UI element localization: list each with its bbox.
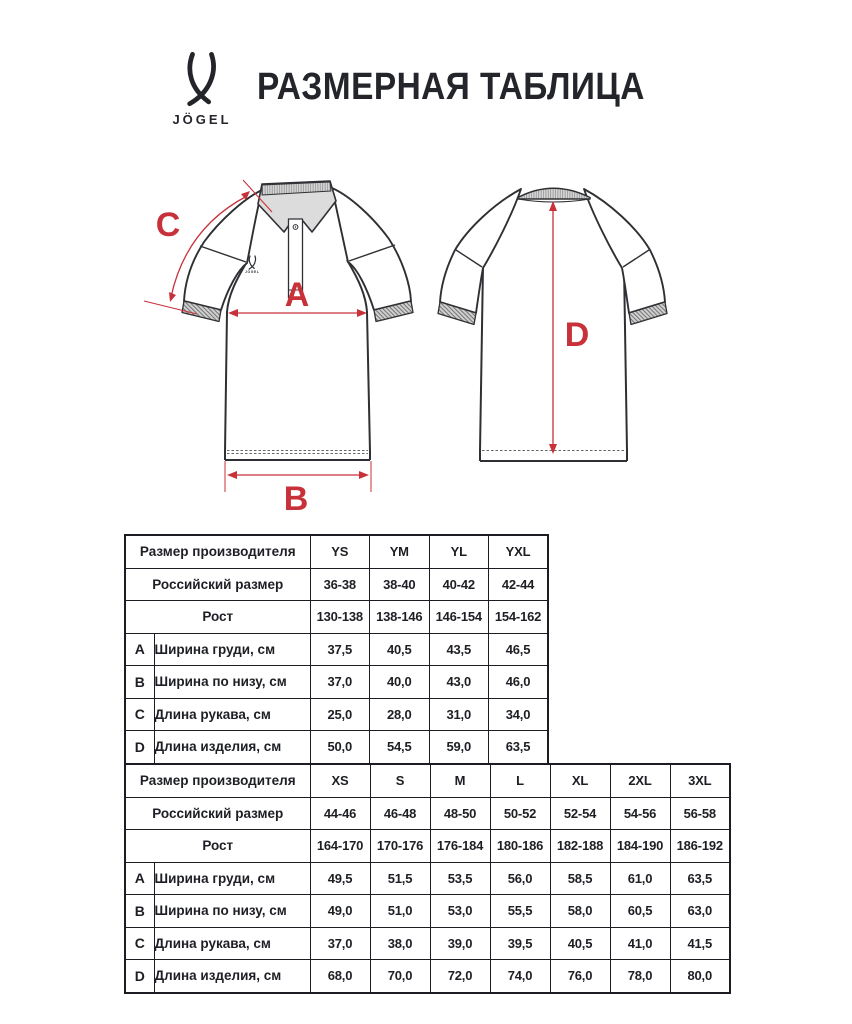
header-label: Российский размер — [125, 568, 310, 601]
measure-value: 43,5 — [429, 633, 489, 666]
measure-key: B — [125, 666, 154, 699]
measure-row-a — [125, 633, 548, 666]
measure-value: 50,0 — [310, 731, 370, 764]
measure-value: 53,0 — [430, 895, 490, 928]
header-row — [125, 830, 730, 863]
measure-value: 63,5 — [670, 862, 730, 895]
measure-value: 51,0 — [370, 895, 430, 928]
measure-value: 39,5 — [490, 927, 550, 960]
measure-label-c: C — [155, 206, 181, 244]
header-value: 48-50 — [430, 797, 490, 830]
measure-key: A — [125, 862, 154, 895]
measure-name: Ширина груди, см — [154, 633, 310, 666]
measure-value: 54,5 — [370, 731, 430, 764]
measure-key: C — [125, 927, 154, 960]
measure-value: 49,0 — [310, 895, 370, 928]
header-value: 38-40 — [370, 568, 430, 601]
header-value: 2XL — [610, 764, 670, 797]
header-label: Рост — [125, 601, 310, 634]
measure-value: 63,0 — [670, 895, 730, 928]
measure-value: 59,0 — [429, 731, 489, 764]
header-value: 56-58 — [670, 797, 730, 830]
header-value: 54-56 — [610, 797, 670, 830]
measure-key: B — [125, 895, 154, 928]
measure-value: 53,5 — [430, 862, 490, 895]
measure-value: 41,5 — [670, 927, 730, 960]
header-value: 130-138 — [310, 601, 370, 634]
measure-key: C — [125, 698, 154, 731]
measure-value: 37,5 — [310, 633, 370, 666]
back-collar — [518, 188, 590, 199]
measure-value: 28,0 — [370, 698, 430, 731]
header-value: 42-44 — [489, 568, 549, 601]
header-value: 36-38 — [310, 568, 370, 601]
measure-value: 63,5 — [489, 731, 549, 764]
measure-row-c — [125, 698, 548, 731]
measure-name: Ширина груди, см — [154, 862, 310, 895]
page-title: РАЗМЕРНАЯ ТАБЛИЦА — [257, 66, 645, 108]
header-value: L — [490, 764, 550, 797]
measure-value: 38,0 — [370, 927, 430, 960]
header-value: 154-162 — [489, 601, 549, 634]
header-row — [125, 601, 548, 634]
measure-key: D — [125, 731, 154, 764]
header-value: 44-46 — [310, 797, 370, 830]
measure-row-c — [125, 927, 730, 960]
measure-value: 61,0 — [610, 862, 670, 895]
measure-key: D — [125, 960, 154, 993]
header-row — [125, 764, 730, 797]
measure-value: 34,0 — [489, 698, 549, 731]
measure-row-b — [125, 895, 730, 928]
measure-value: 40,0 — [370, 666, 430, 699]
measure-value: 46,0 — [489, 666, 549, 699]
measure-value: 43,0 — [429, 666, 489, 699]
measure-value: 78,0 — [610, 960, 670, 993]
measure-value: 80,0 — [670, 960, 730, 993]
header-value: 3XL — [670, 764, 730, 797]
measure-value: 51,5 — [370, 862, 430, 895]
measure-value: 76,0 — [550, 960, 610, 993]
header-value: XS — [310, 764, 370, 797]
measure-value: 46,5 — [489, 633, 549, 666]
header-value: 40-42 — [429, 568, 489, 601]
measure-value: 39,0 — [430, 927, 490, 960]
header-value: 180-186 — [490, 830, 550, 863]
measure-value: 40,5 — [370, 633, 430, 666]
measure-value: 58,5 — [550, 862, 610, 895]
measure-label-b: B — [283, 480, 309, 518]
header-row — [125, 797, 730, 830]
measure-name: Длина изделия, см — [154, 960, 310, 993]
size-table-youth — [124, 534, 549, 765]
header-value: YS — [310, 535, 370, 568]
size-table-adult — [124, 763, 731, 994]
header-label: Размер производителя — [125, 764, 310, 797]
header-value: 186-192 — [670, 830, 730, 863]
brand-logo-text: JÖGEL — [172, 112, 232, 127]
header-value: 46-48 — [370, 797, 430, 830]
measure-value: 41,0 — [610, 927, 670, 960]
header-value: 170-176 — [370, 830, 430, 863]
polo-measurement-diagram — [0, 150, 852, 530]
header-value: 50-52 — [490, 797, 550, 830]
measure-name: Ширина по низу, см — [154, 666, 310, 699]
header-value: YM — [370, 535, 430, 568]
header-value: 146-154 — [429, 601, 489, 634]
measure-name: Длина изделия, см — [154, 731, 310, 764]
measure-value: 25,0 — [310, 698, 370, 731]
measure-row-d — [125, 960, 730, 993]
header-label: Рост — [125, 830, 310, 863]
measure-value: 49,5 — [310, 862, 370, 895]
header-row — [125, 535, 548, 568]
measure-value: 40,5 — [550, 927, 610, 960]
measure-value: 72,0 — [430, 960, 490, 993]
measure-name: Ширина по низу, см — [154, 895, 310, 928]
measure-value: 55,5 — [490, 895, 550, 928]
measure-value: 74,0 — [490, 960, 550, 993]
header-row — [125, 568, 548, 601]
measure-value: 56,0 — [490, 862, 550, 895]
measure-key: A — [125, 633, 154, 666]
header-value: YL — [429, 535, 489, 568]
header-value: 164-170 — [310, 830, 370, 863]
header-value: 52-54 — [550, 797, 610, 830]
jogel-tulip-icon — [183, 52, 221, 108]
polo-front-view — [182, 181, 413, 460]
measure-label-a: A — [284, 276, 310, 314]
header-value: 182-188 — [550, 830, 610, 863]
measure-row-b — [125, 666, 548, 699]
header-value: M — [430, 764, 490, 797]
measure-value: 37,0 — [310, 927, 370, 960]
svg-text:JÖGEL: JÖGEL — [245, 270, 260, 274]
measure-label-d: D — [564, 316, 590, 354]
header-value: 176-184 — [430, 830, 490, 863]
header-label: Российский размер — [125, 797, 310, 830]
measure-name: Длина рукава, см — [154, 698, 310, 731]
measure-value: 68,0 — [310, 960, 370, 993]
measure-value: 60,5 — [610, 895, 670, 928]
header-value: 138-146 — [370, 601, 430, 634]
measure-value: 37,0 — [310, 666, 370, 699]
measure-row-d — [125, 731, 548, 764]
header-label: Размер производителя — [125, 535, 310, 568]
header-value: 184-190 — [610, 830, 670, 863]
header-value: S — [370, 764, 430, 797]
header-value: XL — [550, 764, 610, 797]
measure-name: Длина рукава, см — [154, 927, 310, 960]
measure-value: 70,0 — [370, 960, 430, 993]
brand-logo — [163, 52, 241, 127]
measure-value: 58,0 — [550, 895, 610, 928]
header-value: YXL — [489, 535, 549, 568]
measure-row-a — [125, 862, 730, 895]
measure-value: 31,0 — [429, 698, 489, 731]
